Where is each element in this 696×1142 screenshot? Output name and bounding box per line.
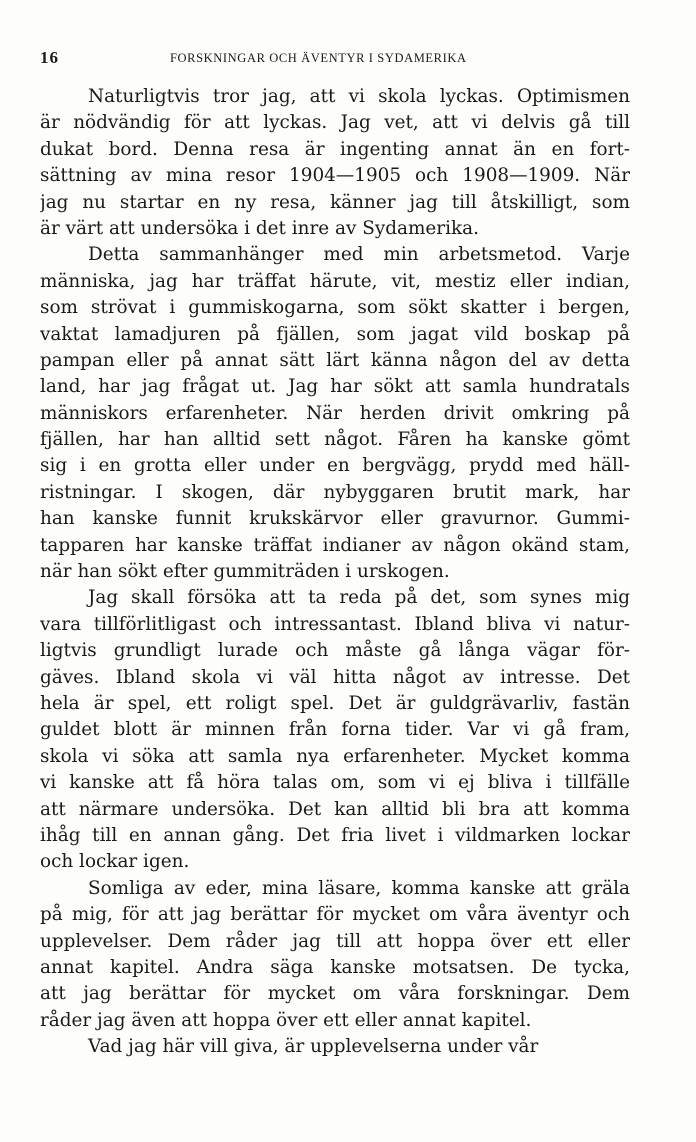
text-line: skola vi söka att samla nya erfarenheter. Mycket komma bbox=[40, 745, 630, 767]
text-line: ligtvis grundligt lurade och måste gå långa vägar för- bbox=[40, 640, 630, 662]
text-line: land, har jag frågat ut. Jag har sökt att samla hundratals bbox=[40, 376, 630, 398]
text-line: ristningar. I skogen, där nybyggaren brutit mark, har bbox=[40, 481, 630, 503]
text-line: guldet blott är minnen från forna tider. Var vi gå fram, bbox=[40, 719, 630, 741]
text-line: gäves. Ibland skola vi väl hitta något av intresse. Det bbox=[40, 666, 630, 688]
text-line: hela är spel, ett roligt spel. Det är guldgrävarliv, fastän bbox=[40, 692, 630, 714]
text-line: annat kapitel. Andra säga kanske motsatsen. De tycka, bbox=[40, 956, 630, 978]
text-line: upplevelser. Dem råder jag till att hoppa över ett eller bbox=[40, 930, 630, 952]
text-line: vara tillförlitligast och intressantast. Ibland bliva vi natur- bbox=[40, 613, 630, 635]
text-line: är nödvändig för att lyckas. Jag vet, att vi delvis gå till bbox=[40, 112, 630, 134]
text-line: han kanske funnit krukskärvor eller gravurnor. Gummi- bbox=[40, 508, 630, 530]
text-line: tapparen har kanske träffat indianer av någon okänd stam, bbox=[40, 534, 630, 556]
paragraph bbox=[40, 876, 630, 1034]
text-line: jag nu startar en ny resa, känner jag till åtskilligt, som bbox=[40, 191, 630, 213]
text-line: Somliga av eder, mina läsare, komma kanske att gräla bbox=[88, 877, 630, 899]
text-line: och lockar igen. bbox=[40, 851, 190, 873]
page-header bbox=[40, 48, 660, 70]
text-line: på mig, för att jag berättar för mycket om våra äventyr och bbox=[40, 904, 630, 926]
body-text bbox=[40, 84, 630, 1060]
text-line: vaktat lamadjuren på fjällen, som jagat vild boskap på bbox=[40, 323, 630, 345]
text-line: som strövat i gummiskogarna, som sökt skatter i bergen, bbox=[40, 297, 630, 319]
text-line: när han sökt efter gummiträden i urskogen. bbox=[40, 561, 450, 583]
text-line: Detta sammanhänger med min arbetsmetod. Varje bbox=[88, 244, 630, 266]
text-line: är värt att undersöka i det inre av Sydamerika. bbox=[40, 217, 479, 239]
text-line: Vad jag här vill giva, är upplevelserna under vår bbox=[88, 1036, 539, 1058]
paragraph bbox=[40, 242, 630, 585]
page-number: 16 bbox=[40, 48, 59, 67]
text-line: sättning av mina resor 1904—1905 och 1908—1909. När bbox=[40, 165, 630, 187]
paragraph bbox=[40, 1034, 630, 1060]
text-line: Naturligtvis tror jag, att vi skola lyckas. Optimismen bbox=[88, 86, 630, 107]
text-line: vi kanske att få höra talas om, som vi ej bliva i tillfälle bbox=[40, 772, 630, 794]
paragraph bbox=[40, 585, 630, 875]
text-line: fjällen, har han alltid sett något. Fåren ha kanske gömt bbox=[40, 429, 630, 451]
text-line: ihåg till en annan gång. Det fria livet i vildmarken lockar bbox=[40, 824, 630, 846]
text-line: Jag skall försöka att ta reda på det, som synes mig bbox=[88, 587, 630, 609]
paragraph bbox=[40, 84, 630, 242]
text-line: pampan eller på annat sätt lärt känna någon del av detta bbox=[40, 349, 630, 371]
text-line: dukat bord. Denna resa är ingenting annat än en fort- bbox=[40, 138, 630, 160]
text-line: människors erfarenheter. När herden drivit omkring på bbox=[40, 402, 630, 424]
text-line: råder jag även att hoppa över ett eller annat kapitel. bbox=[40, 1009, 532, 1031]
running-title: FORSKNINGAR OCH ÄVENTYR I SYDAMERIKA bbox=[170, 51, 467, 65]
text-line: att närmare undersöka. Det kan alltid bli bra att komma bbox=[40, 798, 630, 820]
text-line: människa, jag har träffat härute, vit, mestiz eller indian, bbox=[40, 270, 630, 292]
text-line: att jag berättar för mycket om våra forskningar. Dem bbox=[40, 983, 630, 1005]
text-line: sig i en grotta eller under en bergvägg, prydd med häll- bbox=[40, 455, 630, 477]
